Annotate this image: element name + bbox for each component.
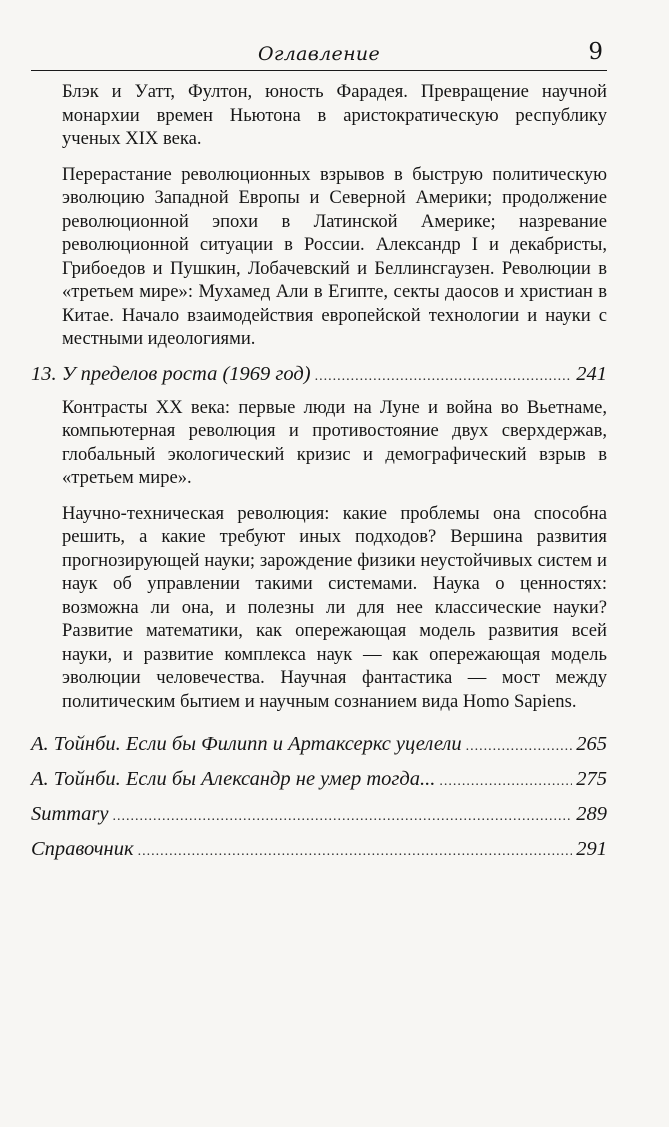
entry-title: А. Тойнби. Если бы Филипп и Артаксеркс уцелели (31, 733, 462, 755)
entry-page: 265 (576, 733, 607, 755)
toc-entry-summary[interactable] (31, 801, 607, 830)
toc-entry-toynbee-alexander[interactable] (31, 766, 607, 795)
toc-entry-toynbee-philip[interactable] (31, 731, 607, 760)
entry-page: 291 (576, 838, 607, 860)
entry-page: 275 (576, 768, 607, 790)
entry-title: Summary (31, 803, 109, 825)
chapter-description: Контрасты XX века: первые люди на Луне и война во Вьетнаме, компьютерная революция и противостояние двух сверхдержав, глобальный экологический кризис и демографический взрыв в «третьем мире». (62, 396, 607, 488)
entry-page: 289 (576, 803, 607, 825)
page-header (31, 36, 607, 71)
chapter-title: 13. У пределов роста (1969 год) (31, 362, 311, 385)
entry-title: А. Тойнби. Если бы Александр не умер тогда... (31, 768, 436, 790)
dot-leader (138, 839, 573, 865)
dot-leader (112, 804, 572, 830)
page-number: 9 (588, 39, 603, 65)
section-description: Блэк и Уатт, Фултон, юность Фарадея. Превращение научной монархии времен Ньютона в аристократическую республику ученых XIX века. (62, 81, 607, 149)
section-description: Перерастание революционных взрывов в быструю политическую эволюцию Западной Европы и Северной Америки; продолжение революционной эпохи в Латинской Америке; назревание революционной ситуации в России. Александр I и декабристы, Грибоедов и Пушкин, Лобачевский и Беллинсгаузен. Революции в «третьем мире»: Мухамед Али в Египте, секты даосов и христиан в Китае. Начало взаимодействия европейской технологии и науки с местными идеологиями. (62, 163, 607, 349)
running-title: Оглавление (257, 43, 380, 65)
toc-content (31, 80, 607, 865)
toc-entry-reference[interactable] (31, 836, 607, 865)
toc-entry-chapter-13[interactable] (31, 361, 607, 390)
dot-leader (466, 734, 573, 760)
chapter-page: 241 (576, 362, 607, 385)
entry-title: Справочник (31, 838, 134, 860)
dot-leader (315, 364, 573, 390)
dot-leader (439, 769, 572, 795)
chapter-description: Научно-техническая революция: какие проблемы она способна решить, а какие требуют иных подходов? Вершина развития прогнозирующей науки; зарождение физики неустойчивых систем и наук об управлении такими системами. Наука о ценностях: возможна ли она, и полезны ли для нее классические науки? Развитие математики, как опережающая модель развития всей науки, и развитие комплекса наук — как опережающая модель эволюции человечества. Научная фантастика — мост между политическим бытием и научным сознанием вида Homo Sapiens. (62, 502, 607, 712)
